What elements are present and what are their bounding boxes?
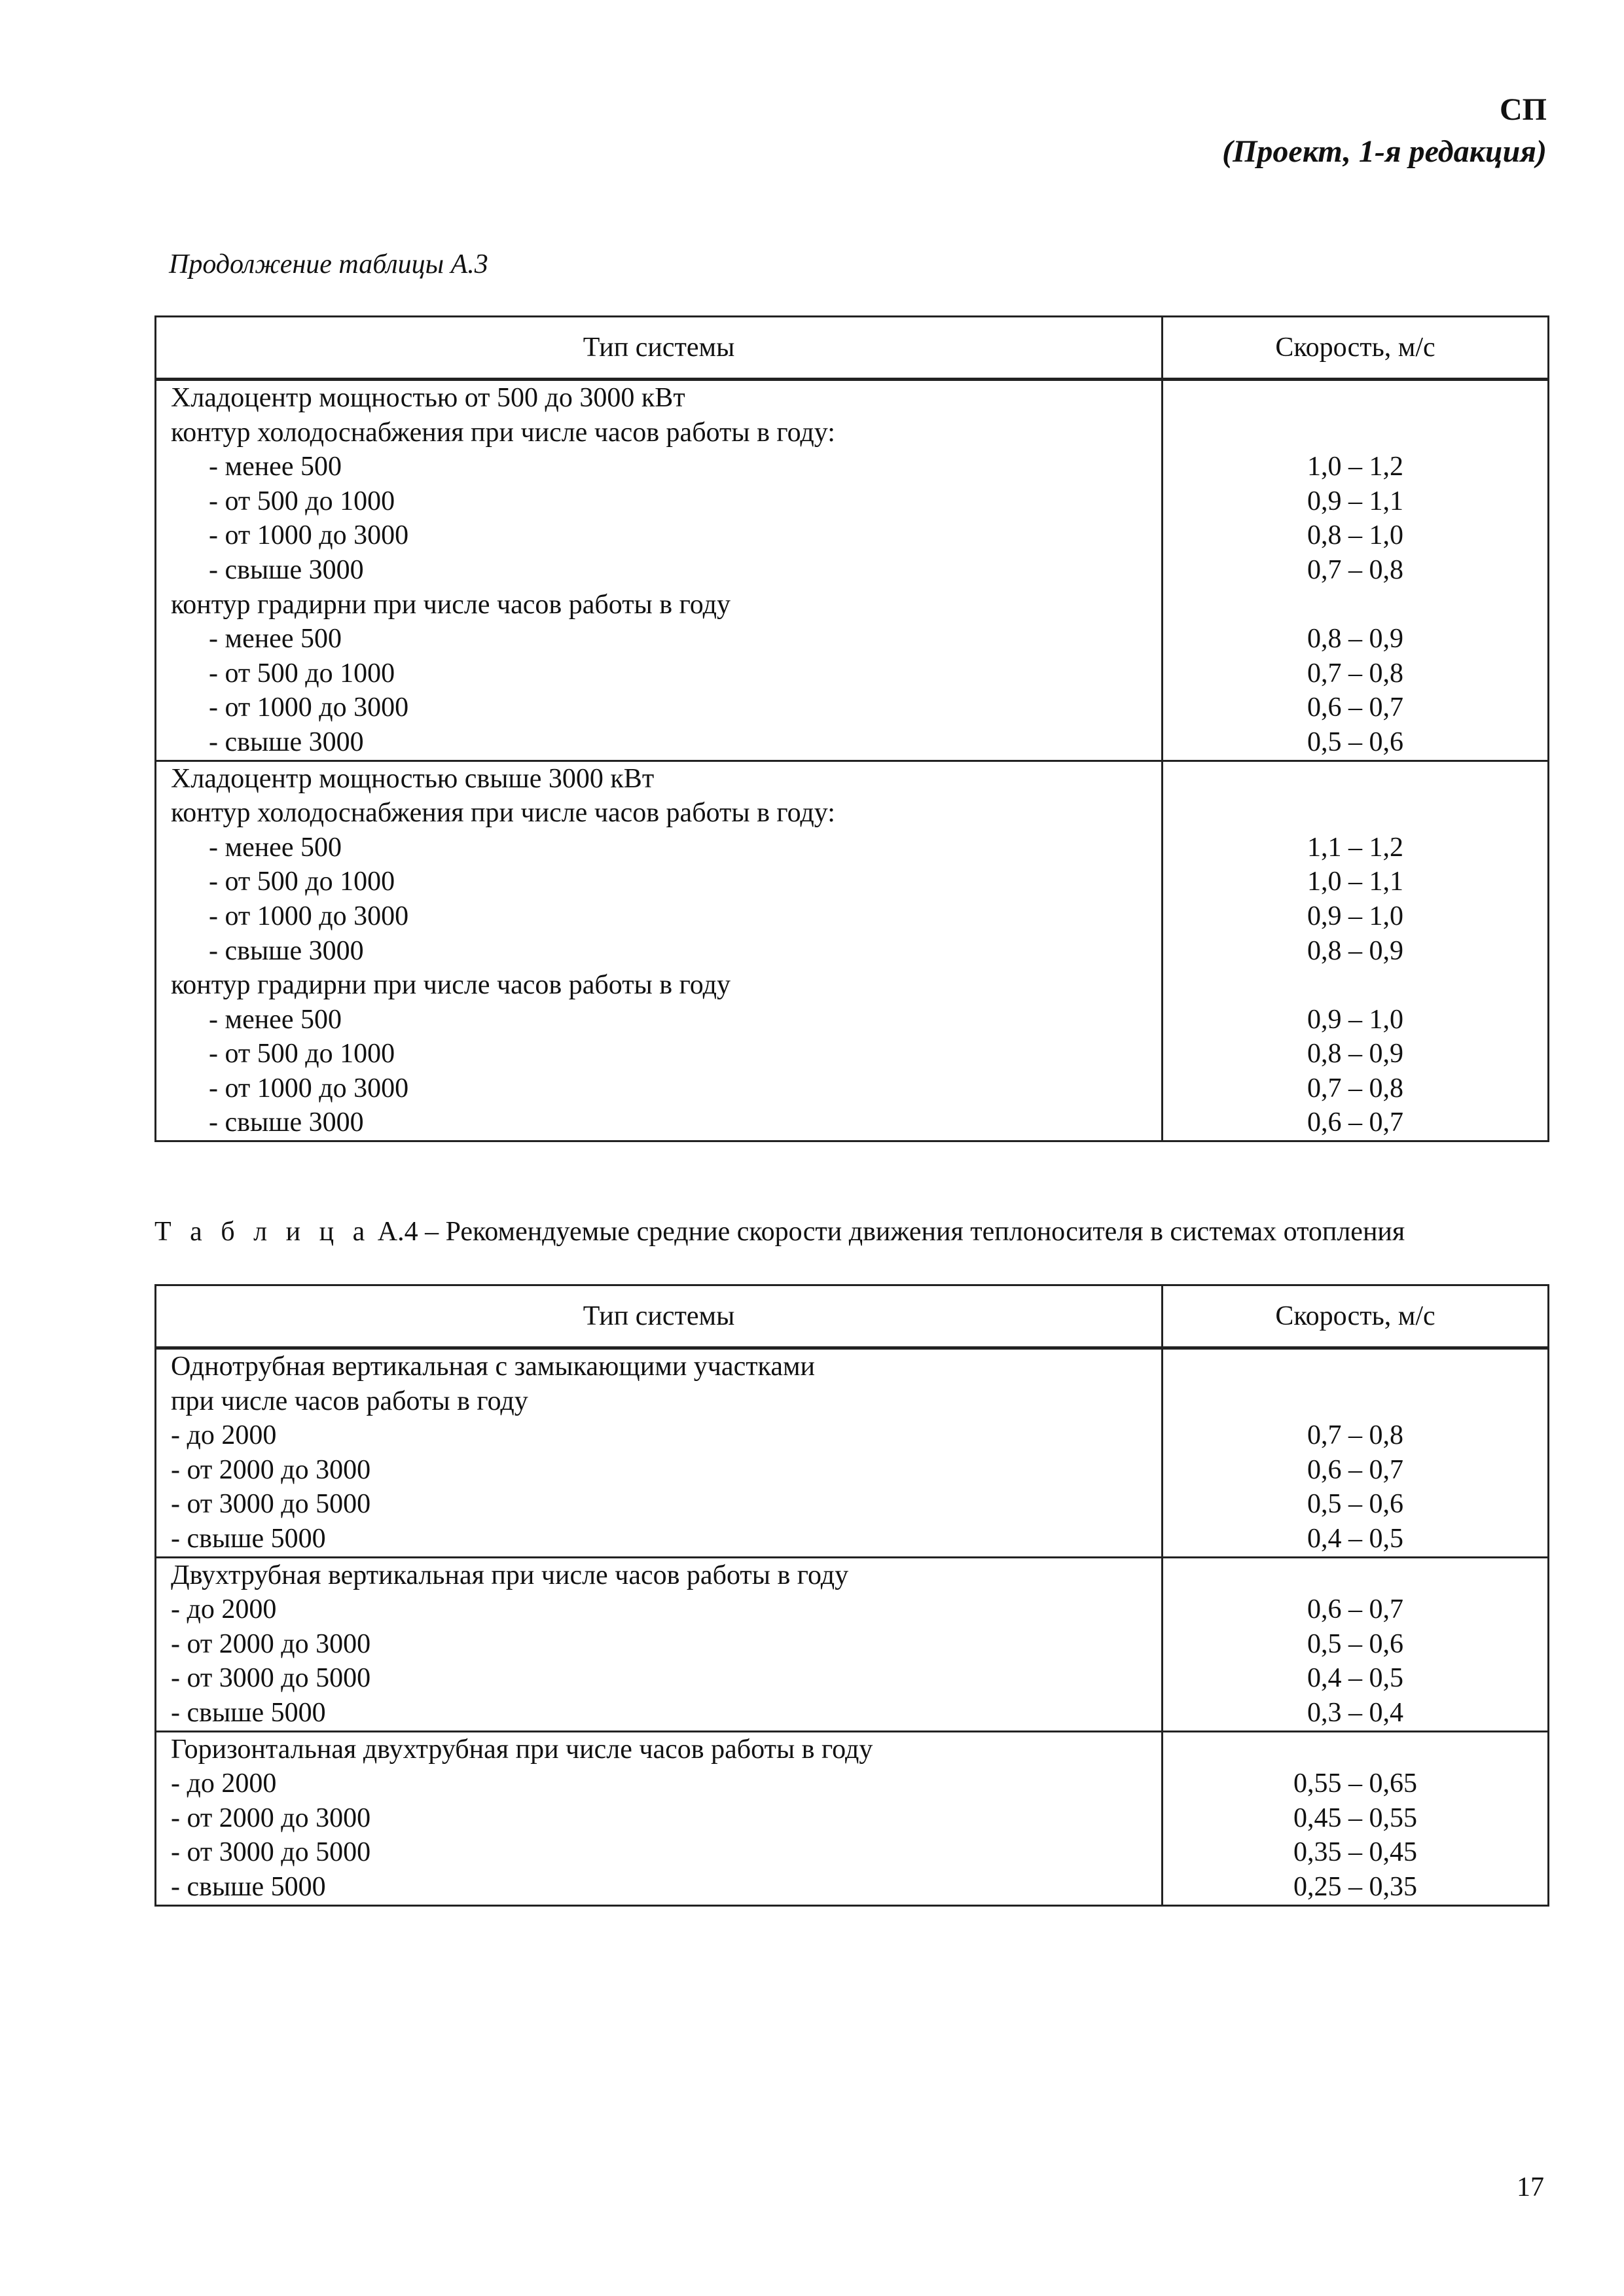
condition-line: - от 500 до 1000 (209, 867, 395, 897)
speed-value: 0,5 – 0,6 (1307, 726, 1403, 757)
speed-value: 0,4 – 0,5 (1307, 1523, 1403, 1554)
system-type-cell (156, 1348, 1163, 1558)
condition-line: - от 3000 до 5000 (171, 1837, 371, 1868)
speed-value: 0,7 – 0,8 (1307, 1420, 1403, 1451)
speed-value: 0,55 – 0,65 (1293, 1768, 1417, 1799)
speed-value: 0,5 – 0,6 (1307, 1628, 1403, 1659)
speed-value: 0,8 – 0,9 (1307, 935, 1403, 966)
condition-line: - менее 500 (209, 452, 342, 482)
table-header-row (156, 1285, 1549, 1348)
system-type-cell (156, 1731, 1163, 1905)
table-header-row (156, 317, 1549, 380)
speed-value (1163, 1732, 1547, 1767)
speed-value: 0,7 – 0,8 (1307, 1073, 1403, 1103)
column-header-type: Тип системы (156, 317, 1163, 380)
subgroup-title: контур холодоснабжения при числе часов работы в году: (171, 798, 835, 829)
column-header-speed: Скорость, м/с (1163, 317, 1549, 380)
speed-value (1163, 1384, 1547, 1419)
condition-line: - менее 500 (209, 832, 342, 863)
speed-value: 1,0 – 1,2 (1307, 452, 1403, 482)
group-title: Однотрубная вертикальная с замыкающими участками (171, 1352, 816, 1382)
group-title: Хладоцентр мощностью от 500 до 3000 кВт (171, 383, 685, 413)
table-a4-caption (154, 1216, 1405, 1247)
speed-value (1163, 762, 1547, 797)
speed-value: 1,0 – 1,1 (1307, 867, 1403, 897)
condition-line: - менее 500 (209, 1004, 342, 1035)
condition-line: - свыше 3000 (209, 1107, 364, 1138)
condition-line: - от 2000 до 3000 (171, 1454, 371, 1485)
system-type-cell (156, 761, 1163, 1141)
speed-value (1163, 416, 1547, 450)
condition-line: - свыше 5000 (171, 1697, 326, 1728)
table-a3-continuation-label: Продолжение таблицы А.3 (169, 249, 488, 279)
speed-value: 0,9 – 1,0 (1307, 901, 1403, 931)
table-row (156, 1557, 1549, 1731)
condition-line: - от 3000 до 5000 (171, 1663, 371, 1694)
speed-value: 0,4 – 0,5 (1307, 1663, 1403, 1694)
condition-line: - от 500 до 1000 (209, 658, 395, 689)
speed-value: 0,9 – 1,0 (1307, 1004, 1403, 1035)
condition-line: - свыше 3000 (209, 554, 364, 585)
speed-value: 0,5 – 0,6 (1307, 1489, 1403, 1520)
speed-value: 0,35 – 0,45 (1293, 1837, 1417, 1868)
condition-line: - от 3000 до 5000 (171, 1489, 371, 1520)
speed-cell (1163, 1348, 1549, 1558)
subgroup-title: контур градирни при числе часов работы в году (171, 970, 731, 1001)
speed-value: 0,8 – 0,9 (1307, 624, 1403, 655)
system-type-cell (156, 1557, 1163, 1731)
condition-line: - от 1000 до 3000 (209, 1073, 409, 1103)
table-a4-caption-label: Т а б л и ц а (154, 1217, 371, 1247)
subgroup-title: контур градирни при числе часов работы в году (171, 589, 731, 620)
speed-value (1163, 588, 1547, 622)
condition-line: - от 2000 до 3000 (171, 1803, 371, 1833)
subgroup-title: контур холодоснабжения при числе часов работы в году: (171, 417, 835, 448)
condition-line: - до 2000 (171, 1594, 277, 1625)
speed-value (1163, 1350, 1547, 1384)
system-type-cell (156, 380, 1163, 761)
speed-value: 0,3 – 0,4 (1307, 1697, 1403, 1728)
speed-value (1163, 796, 1547, 831)
speed-cell (1163, 380, 1549, 761)
speed-value: 0,8 – 0,9 (1307, 1039, 1403, 1069)
table-row (156, 1348, 1549, 1558)
condition-line: - от 2000 до 3000 (171, 1628, 371, 1659)
group-title: Хладоцентр мощностью свыше 3000 кВт (171, 763, 655, 794)
table-a4 (154, 1284, 1549, 1907)
condition-line: - менее 500 (209, 624, 342, 655)
speed-value: 0,25 – 0,35 (1293, 1871, 1417, 1902)
table-a4-caption-text: А.4 – Рекомендуемые средние скорости движения теплоносителя в системах отопления (377, 1217, 1405, 1247)
speed-value: 0,6 – 0,7 (1307, 1594, 1403, 1625)
subgroup-title: при числе часов работы в году (171, 1386, 528, 1416)
document-code: СП (1500, 92, 1547, 127)
group-title: Горизонтальная двухтрубная при числе часов работы в году (171, 1734, 873, 1765)
condition-line: - от 500 до 1000 (209, 486, 395, 516)
speed-cell (1163, 761, 1549, 1141)
speed-value (1163, 381, 1547, 416)
speed-value: 0,7 – 0,8 (1307, 554, 1403, 585)
condition-line: - от 1000 до 3000 (209, 692, 409, 723)
condition-line: - свыше 3000 (209, 935, 364, 966)
table-a3 (154, 315, 1549, 1142)
speed-value: 0,6 – 0,7 (1307, 692, 1403, 723)
table-row (156, 761, 1549, 1141)
document-edition: (Проект, 1-я редакция) (1222, 134, 1547, 169)
condition-line: - свыше 3000 (209, 726, 364, 757)
condition-line: - от 1000 до 3000 (209, 520, 409, 551)
condition-line: - до 2000 (171, 1420, 277, 1451)
speed-value: 0,45 – 0,55 (1293, 1803, 1417, 1833)
condition-line: - свыше 5000 (171, 1871, 326, 1902)
column-header-speed: Скорость, м/с (1163, 1285, 1549, 1348)
condition-line: - от 500 до 1000 (209, 1039, 395, 1069)
speed-value: 1,1 – 1,2 (1307, 832, 1403, 863)
page-number: 17 (1517, 2172, 1544, 2202)
column-header-type: Тип системы (156, 1285, 1163, 1348)
speed-cell (1163, 1557, 1549, 1731)
speed-value: 0,9 – 1,1 (1307, 486, 1403, 516)
speed-value: 0,6 – 0,7 (1307, 1454, 1403, 1485)
condition-line: - свыше 5000 (171, 1523, 326, 1554)
speed-value: 0,7 – 0,8 (1307, 658, 1403, 689)
group-title: Двухтрубная вертикальная при числе часов работы в году (171, 1560, 849, 1590)
table-row (156, 380, 1549, 761)
speed-value (1163, 968, 1547, 1003)
speed-value: 0,8 – 1,0 (1307, 520, 1403, 551)
condition-line: - от 1000 до 3000 (209, 901, 409, 931)
speed-value (1163, 1558, 1547, 1593)
speed-cell (1163, 1731, 1549, 1905)
table-row (156, 1731, 1549, 1905)
condition-line: - до 2000 (171, 1768, 277, 1799)
speed-value: 0,6 – 0,7 (1307, 1107, 1403, 1138)
